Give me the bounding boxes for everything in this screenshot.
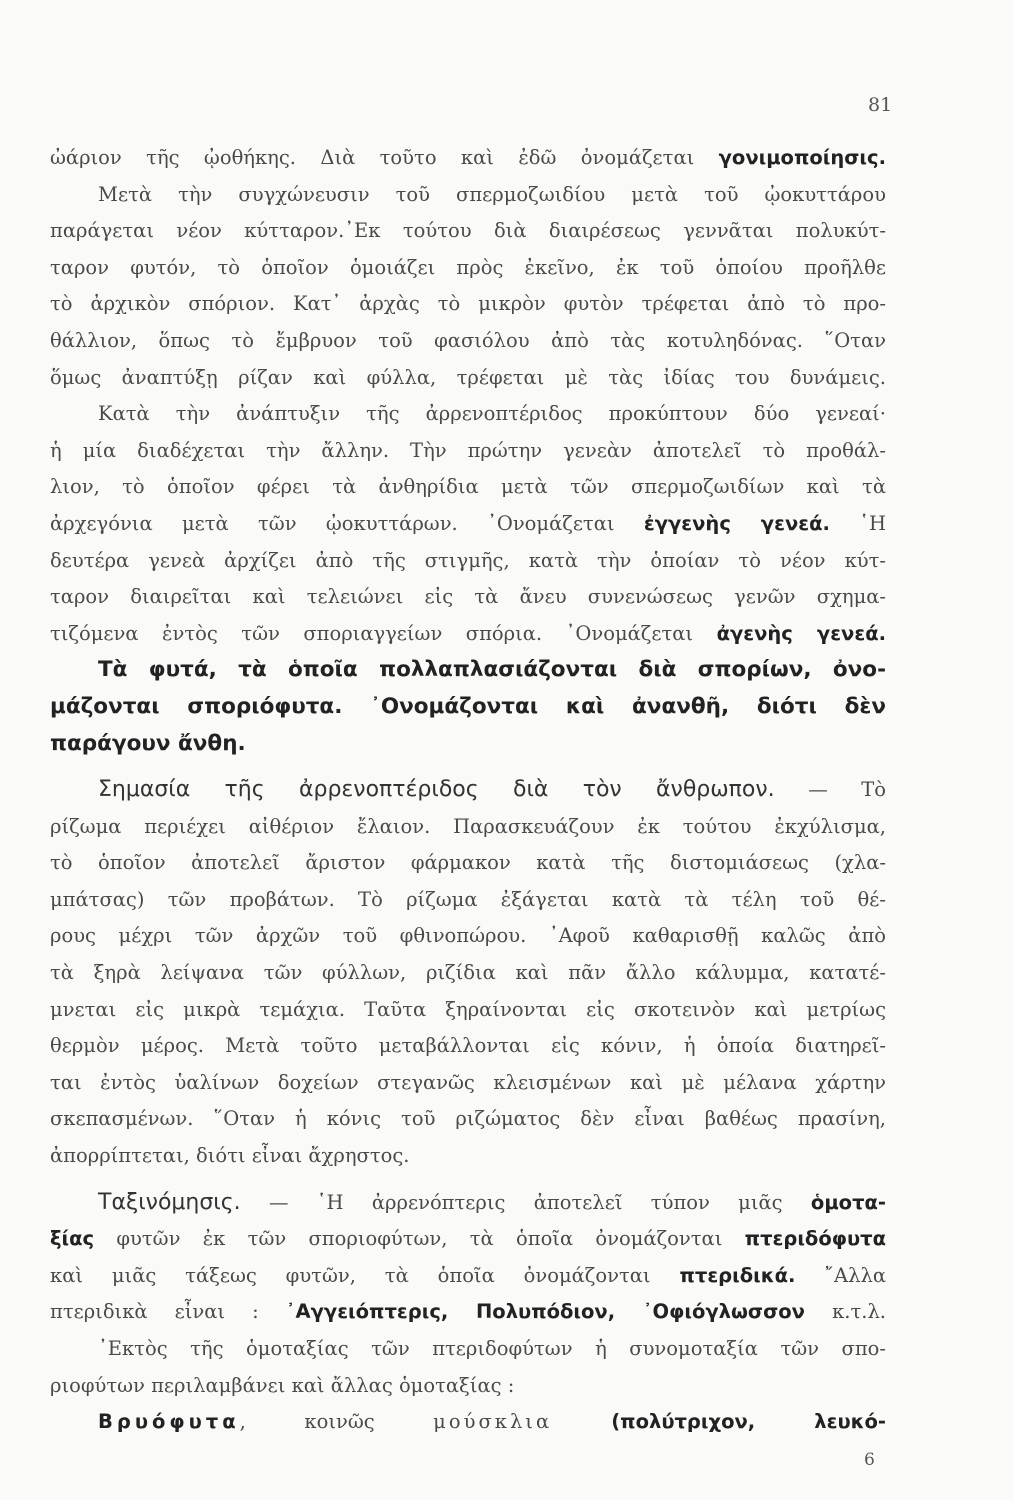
text-line: ριοφύτων περιλαμβάνει καὶ ἄλλας ὁμοταξίας : (50, 1373, 515, 1397)
text-line: θάλλιον, ὅπως τὸ ἔμβρυον τοῦ φασιόλου ἀπὸ τὰς κοτυληδόνας. ῞Οταν (50, 328, 886, 352)
footer-number: 6 (864, 1450, 875, 1470)
term-bryophyta: Βρυόφυτα (98, 1410, 240, 1434)
text-line: μνεται εἰς μικρὰ τεμάχια. Ταῦτα ξηραίνονται εἰς σκοτεινὸν καὶ μετρίως (50, 997, 886, 1021)
text-line: τιζόμενα ἐντὸς τῶν σποριαγγείων σπόρια. ᾿Ονομάζεται ἀγενὴς γενεά. (50, 621, 886, 645)
text-line: ταρον φυτόν, τὸ ὁποῖον ὁμοιάζει πρὸς ἐκεῖνο, ἐκ τοῦ ὁποίου προῆλθε (50, 255, 886, 279)
text-line: ἀπορρίπτεται, διότι εἶναι ἄχρηστος. (50, 1144, 410, 1168)
text-line: σκεπασμένων. ῞Οταν ἡ κόνις τοῦ ριζώματος δὲν εἶναι βαθέως πρασίνη, (50, 1107, 886, 1131)
text-line: παράγεται νέον κύτταρον.᾿Εκ τούτου διὰ διαιρέσεως γεννᾶται πολυκύτ- (50, 219, 886, 243)
text-line: ται ἐντὸς ὑαλίνων δοχείων στεγανῶς κλεισμένων καὶ μὲ μέλανα χάρτην (50, 1070, 886, 1094)
section-heading-importance: Σημασία τῆς ἀρρενοπτέριδος διὰ τὸν ἄνθρωπον. (98, 777, 775, 803)
text-line: θερμὸν μέρος. Μετὰ τοῦτο μεταβάλλονται εἰς κόνιν, ἡ ὁποία διατηρεῖ- (50, 1034, 886, 1058)
term-pteridika: πτεριδικά. (679, 1263, 796, 1287)
text-line: Βρυόφυτα, κοινῶς μούσκλια (πολύτριχον, λευκό- (98, 1410, 886, 1434)
text-line: Μετὰ τὴν συγχώνευσιν τοῦ σπερμοζωιδίου μετὰ τοῦ ᾠοκυττάρου (98, 182, 886, 206)
text-line: τὸ ὁποῖον ἀποτελεῖ ἄριστον φάρμακον κατὰ τῆς διστομιάσεως (χλα- (50, 851, 886, 875)
text-line: ρίζωμα περιέχει αἰθέριον ἔλαιον. Παρασκευάζουν ἐκ τούτου ἐκχύλισμα, (50, 814, 886, 838)
text-line: ξίας φυτῶν ἐκ τῶν σποριοφύτων, τὰ ὁποῖα ὀνομάζονται πτεριδόφυτα (50, 1227, 886, 1251)
text-line: ἡ μία διαδέχεται τὴν ἄλλην. Τὴν πρώτην γενεὰν ἀποτελεῖ τὸ προθάλ- (50, 438, 886, 462)
text-line: ὠάριον τῆς ᾠοθήκης. Διὰ τοῦτο καὶ ἐδῶ ὀνομάζεται γονιμοποίησις. (50, 146, 886, 169)
text-line: τὸ ἀρχικὸν σπόριον. Κατ᾿ ἀρχὰς τὸ μικρὸν φυτὸν τρέφεται ἀπὸ τὸ προ- (50, 292, 886, 316)
term-asexual-generation: ἀγενὴς γενεά. (716, 621, 886, 645)
text-line: καὶ μιᾶς τάξεως φυτῶν, τὰ ὁποῖα ὀνομάζονται πτεριδικά. ῎Αλλα (50, 1263, 886, 1287)
bold-statement-line: παράγουν ἄνθη. (50, 730, 246, 756)
text-line: πτεριδικὰ εἶναι : ᾿Αγγειόπτερις, Πολυπόδιον, ᾿Οφιόγλωσσον κ.τ.λ. (50, 1300, 886, 1324)
text-line: ταρον διαιρεῖται καὶ τελειώνει εἰς τὰ ἄνευ συνενώσεως γενῶν σχημα- (50, 585, 886, 609)
text-line: τὰ ξηρὰ λείψανα τῶν φύλλων, ριζίδια καὶ πᾶν ἄλλο κάλυμμα, κατατέ- (50, 961, 886, 985)
section-heading-classification: Ταξινόμησις. (98, 1189, 241, 1215)
text-line: μπάτσας) τῶν προβάτων. Τὸ ρίζωμα ἐξάγεται κατὰ τὰ τέλη τοῦ θέ- (50, 887, 886, 911)
text-line: λιον, τὸ ὁποῖον φέρει τὰ ἀνθηρίδια μετὰ τῶν σπερμοζωιδίων καὶ τὰ (50, 475, 886, 499)
term-sexual-generation: ἐγγενὴς γενεά. (643, 511, 830, 535)
fern-examples: ᾿Αγγειόπτερις, Πολυπόδιον, ᾿Οφιόγλωσσον (285, 1300, 805, 1324)
section-heading-line: Σημασία τῆς ἀρρενοπτέριδος διὰ τὸν ἄνθρωπον. — Τὸ (98, 777, 886, 803)
text-line: δευτέρα γενεὰ ἀρχίζει ἀπὸ τῆς στιγμῆς, κατὰ τὴν ὁποίαν τὸ νέον κύτ- (50, 548, 886, 572)
bold-statement-line: μάζονται σποριόφυτα. ᾿Ονομάζονται καὶ ἀνανθῆ, διότι δὲν (50, 693, 886, 719)
section-heading-line: Ταξινόμησις. — ῾Η ἀρρενόπτερις ἀποτελεῖ τύπον μιᾶς ὁμοτα- (98, 1189, 886, 1215)
bold-statement-line: Τὰ φυτά, τὰ ὁποῖα πολλαπλασιάζονται διὰ σπορίων, ὀνο- (98, 657, 886, 683)
text-line: ᾿Εκτὸς τῆς ὁμοταξίας τῶν πτεριδοφύτων ἡ συνομοταξία τῶν σπο- (98, 1337, 886, 1360)
text-line: ρους μέχρι τῶν ἀρχῶν τοῦ φθινοπώρου. ᾿Αφοῦ καθαρισθῇ καλῶς ἀπὸ (50, 924, 886, 948)
page-number: 81 (868, 94, 893, 116)
body-text (50, 140, 886, 1441)
text-line: ὅμως ἀναπτύξῃ ρίζαν καὶ φύλλα, τρέφεται μὲ τὰς ἰδίας του δυνάμεις. (50, 365, 886, 389)
text-line: Κατὰ τὴν ἀνάπτυξιν τῆς ἀρρενοπτέριδος προκύπτουν δύο γενεαί· (98, 402, 886, 426)
text-line: ἀρχεγόνια μετὰ τῶν ᾠοκυττάρων. ᾿Ονομάζεται ἐγγενὴς γενεά. ῾Η (50, 511, 886, 535)
term-fertilization: γονιμοποίησις. (718, 146, 886, 169)
term-pteridophyta: πτεριδόφυτα (744, 1227, 886, 1251)
